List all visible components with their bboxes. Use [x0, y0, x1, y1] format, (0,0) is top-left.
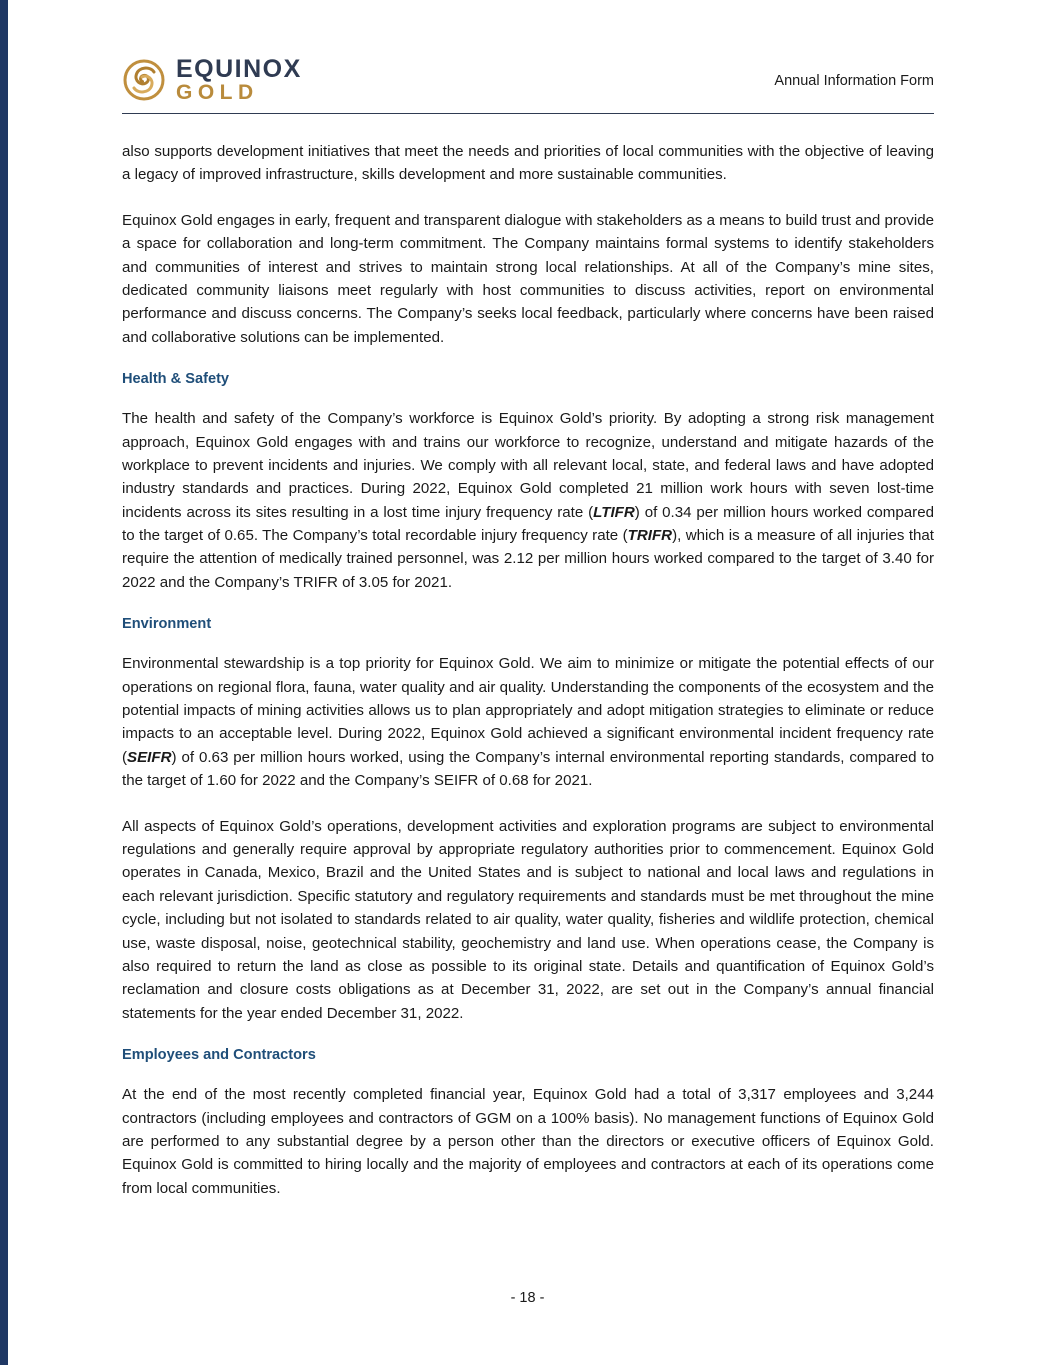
- logo-line-gold: GOLD: [176, 80, 259, 104]
- page-number: - 18 -: [510, 1290, 545, 1306]
- term-ltifr: LTIFR: [593, 503, 635, 521]
- term-seifr: SEIFR: [127, 748, 172, 766]
- header-document-title: Annual Information Form: [774, 72, 934, 89]
- paragraph-environmental-regulations: All aspects of Equinox Gold’s operations, development activities and exploration programs are subject to environmental regulations and generally require approval by appropriate regulatory authorities prior to commencement. Equinox Gold operates in Canada, Mexico, Brazil and the United States and is subject to national and local laws and regulations in each relevant jurisdiction. Specific statutory and regulatory requirements and standards must be met throughout the mine cycle, including but not isolated to standards related to air quality, water quality, fisheries and wildlife protection, chemical use, waste disposal, noise, geotechnical stability, geochemistry and land use. When operations cease, the Company is also required to return the land as close as possible to its original state. Details and quantification of Equinox Gold’s reclamation and closure costs obligations as at December 31, 2022, are set out in the Company’s annual financial statements for the year ended December 31, 2022.: [122, 817, 934, 1022]
- heading-health-and-safety: Health & Safety: [122, 371, 230, 388]
- page-header: [122, 52, 934, 114]
- paragraph-environment-part-2: ) of 0.63 per million hours worked, using the Company’s internal environmental reporting standards, compared to the target of 1.60 for 2022 and the Company’s SEIFR of 0.68 for 2021.: [122, 748, 934, 790]
- heading-employees-and-contractors: Employees and Contractors: [122, 1047, 316, 1064]
- paragraph-environment-part-1: Environmental stewardship is a top priority for Equinox Gold. We aim to minimize or mitigate the potential effects of our operations on regional flora, fauna, water quality and air quality. Understanding the components of the ecosystem and the potential impacts of mining activities allows us to plan appropriately and adopt mitigation strategies to eliminate or reduce impacts to an acceptable level. During 2022, Equinox Gold achieved a significant environmental incident frequency rate (: [122, 655, 934, 766]
- term-trifr: TRIFR: [627, 527, 673, 545]
- paragraph-community-development: also supports development initiatives that meet the needs and priorities of local communities with the objective of leaving a legacy of improved infrastructure, skills development and more sustainable communities.: [122, 143, 934, 184]
- heading-environment: Environment: [122, 616, 212, 633]
- paragraph-employees-and-contractors: At the end of the most recently completed financial year, Equinox Gold had a total of 3,317 employees and 3,244 contractors (including employees and contractors of GGM on a 100% basis). No management functions of Equinox Gold are performed to any substantial degree by a person other than the directors or executive officers of Equinox Gold. Equinox Gold is committed to hiring locally and the majority of employees and contractors at each of its operations come from local communities.: [122, 1086, 934, 1197]
- document-body: [122, 140, 934, 1222]
- paragraph-environmental-stewardship: [122, 652, 934, 792]
- paragraph-health-part-1: The health and safety of the Company’s workforce is Equinox Gold’s priority. By adopting a strong risk management approach, Equinox Gold engages with and trains our workforce to recognize, understand and mitigate hazards of the workplace to prevent incidents and injuries. We comply with all relevant local, state, and federal laws and have adopted industry standards and practices. During 2022, Equinox Gold completed 21 million work hours with seven lost-time incidents across its sites resulting in a lost time injury frequency rate (: [122, 410, 934, 521]
- equinox-spiral-logo-icon: [122, 58, 166, 102]
- paragraph-health-part-3: ), which is a measure of all injuries that require the attention of medically trained personnel, was 2.12 per million hours worked compared to the target of 3.40 for 2022 and the Company’s TRIFR of 3.05 for 2021.: [122, 527, 934, 591]
- paragraph-health-part-2: ) of 0.34 per million hours worked compared to the target of 0.65. The Company’s total recordable injury frequency rate (: [122, 503, 934, 545]
- logo-wordmark: [176, 54, 302, 104]
- left-edge-rule: [0, 0, 8, 1365]
- paragraph-stakeholder-engagement: Equinox Gold engages in early, frequent and transparent dialogue with stakeholders as a means to build trust and provide a space for collaboration and long-term commitment. The Company maintains formal systems to identify stakeholders and communities of interest and strives to maintain strong local relationships. At all of the Company’s mine sites, dedicated community liaisons meet regularly with host communities to discuss activities, report on environmental performance and discuss concerns. The Company’s seeks local feedback, particularly where concerns have been raised and collaborative solutions can be implemented.: [122, 211, 934, 346]
- company-logo: [122, 54, 302, 104]
- page-footer: [0, 1290, 1055, 1306]
- logo-line-equinox: EQUINOX: [176, 54, 302, 83]
- paragraph-health-and-safety: [122, 407, 934, 594]
